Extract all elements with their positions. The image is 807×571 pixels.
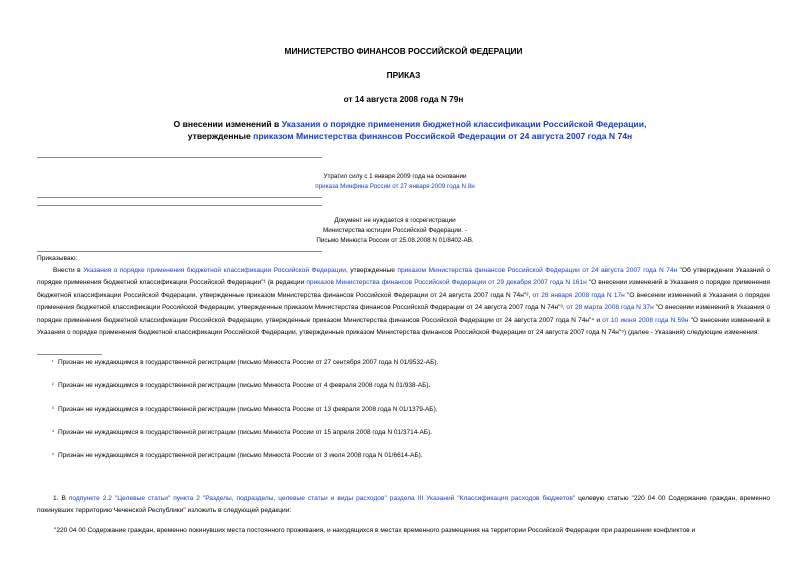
document-type: ПРИКАЗ: [386, 70, 421, 80]
order-text: ³: [560, 304, 563, 312]
item-1-text: 1. В: [53, 495, 69, 502]
footnote-text: Признан не нуждающимся в государственной регистрации (письмо Минюста России от 15 апреля 2008 года N 01/3714-АБ).: [58, 429, 433, 436]
order-text: и: [594, 316, 603, 324]
order-text: ²: [526, 291, 529, 299]
item-1-text: целевую статью "220 04 00 Содержание граждан, временно покинувших территорию Чеченской Республики" изложить в следующей редакции:: [37, 495, 770, 515]
order-text: Внести в: [53, 267, 84, 274]
footnote-text: Признан не нуждающимся в государственной регистрации (письмо Минюста России от 3 июля 2008 года N 01/6614-АБ).: [58, 452, 423, 459]
title-text-2: утвержденные: [187, 131, 254, 141]
footnote-mark: ⁵: [52, 452, 55, 458]
item-1-link[interactable]: подпункте 2.2 "Целевые статьи" пункта 2 "Разделы, подразделы, целевые статьи и виды расходов" раздела III Указаний "Классификация расходов бюджетов": [68, 495, 576, 502]
registration-note: [180, 216, 610, 246]
divider: [37, 157, 322, 158]
order-text: ¹: [263, 279, 266, 287]
order-text: ) (далее - Указания) следующие изменения:: [624, 329, 760, 337]
document-date-number: от 14 августа 2008 года N 79н: [343, 94, 464, 104]
order-text: ,: [528, 291, 533, 299]
status-note: [180, 172, 610, 192]
order-link[interactable]: от 28 января 2008 года N 17н: [532, 291, 625, 299]
footnote: [52, 382, 430, 389]
item-1-paragraph: [37, 493, 770, 518]
divider: [37, 251, 322, 252]
title-link-instructions[interactable]: Указания о порядке применения бюджетной классификации Российской Федерации,: [281, 119, 647, 129]
footnote-mark: ³: [52, 406, 54, 412]
registration-note-line: Документ не нуждается в госрегистрации: [334, 217, 456, 224]
footnote-divider: [37, 354, 102, 355]
divider: [37, 205, 322, 206]
order-body: [37, 267, 770, 336]
status-note-text: Утратил силу с 1 января 2009 года на основании: [323, 173, 467, 180]
item-1-body: [37, 495, 770, 514]
order-link[interactable]: Указания о порядке применения бюджетной классификации Российской Федерации: [83, 267, 346, 274]
order-text: "О внесении изменений в Указания о порядке применения бюджетной классификации Российской Федерации, утвержденные приказом Министерства финансов Российской Федерации от 24 августа 2007 года N 74н": [37, 316, 770, 337]
title-link-order-74n[interactable]: приказом Министерства финансов Российской Федерации от 24 августа 2007 года N 74н: [253, 131, 633, 141]
order-text: (в редакции: [265, 279, 307, 287]
footnote: [52, 359, 438, 366]
footnote-mark: ¹: [52, 359, 54, 365]
order-text: ⁴: [591, 316, 595, 324]
order-heading: Приказываю:: [37, 255, 78, 262]
document-title: [120, 118, 700, 142]
footnote-mark: ²: [52, 382, 54, 388]
registration-note-line: Письмо Минюста России от 25.08.2008 N 01/8402-АВ.: [316, 237, 474, 244]
order-link[interactable]: приказов Министерства финансов Российской Федерации от 29 декабря 2007 года N 161н: [306, 279, 587, 287]
ministry-name: МИНИСТЕРСТВО ФИНАНСОВ РОССИЙСКОЙ ФЕДЕРАЦИИ: [284, 46, 523, 56]
divider: [37, 197, 322, 198]
quoted-text: "220 04 00 Содержание граждан, временно покинувших места постоянного проживания, и находящихся в местах временного размещения на территории Российской Федерации при разрешении конфликтов и: [54, 527, 696, 534]
order-paragraph: [37, 265, 770, 339]
footnote: [52, 452, 423, 459]
order-text: "Об утверждении Указаний о порядке применения бюджетной классификации Российской Федерации": [37, 267, 771, 287]
order-text: "О внесении изменений в Указания о порядке применения бюджетной классификации Российской Федерации, утвержденные приказом Министерства финансов Российской Федерации от 24 августа 2007 года N 74н": [37, 291, 770, 312]
order-text: ⁵: [621, 329, 625, 337]
order-link[interactable]: приказом Министерства финансов Российской Федерации от 24 августа 2007 года N 74н: [397, 267, 678, 274]
footnote: [52, 406, 438, 413]
order-text: , утвержденные: [345, 267, 398, 274]
title-text-1: О внесении изменений в: [173, 119, 282, 129]
status-note-link[interactable]: приказа Минфина России от 27 января 2009 года N 8н: [315, 183, 475, 190]
registration-note-line: Министерства юстиции Российской Федерации. -: [322, 227, 467, 234]
order-text: "О внесении изменений в Указания о порядке применения бюджетной классификации Российской Федерации, утвержденные приказом Министерства финансов Российской Федерации от 24 августа 2007 года N 74н": [37, 279, 771, 299]
footnote-text: Признан не нуждающимся в государственной регистрации (письмо Минюста России от 13 февраля 2008 года N 01/1379-АБ).: [58, 406, 438, 413]
footnote-text: Признан не нуждающимся в государственной регистрации (письмо Минюста России от 4 февраля 2008 года N 01/938-АБ).: [58, 382, 431, 389]
footnote-mark: ⁴: [52, 429, 55, 435]
order-link[interactable]: от 10 июня 2008 года N 59н: [602, 316, 689, 324]
footnote-text: Признан не нуждающимся в государственной регистрации (письмо Минюста России от 27 сентября 2007 года N 01/9532-АБ).: [58, 359, 439, 366]
footnote: [52, 429, 432, 436]
order-link[interactable]: от 28 марта 2008 года N 37н: [566, 304, 654, 312]
order-text: "О внесении изменений в Указания о порядке применения бюджетной классификации Российской Федерации, утвержденные приказом Министерства финансов Российской Федерации от 24 августа 2007 года N 74н": [37, 304, 771, 324]
order-text: ,: [562, 304, 567, 312]
